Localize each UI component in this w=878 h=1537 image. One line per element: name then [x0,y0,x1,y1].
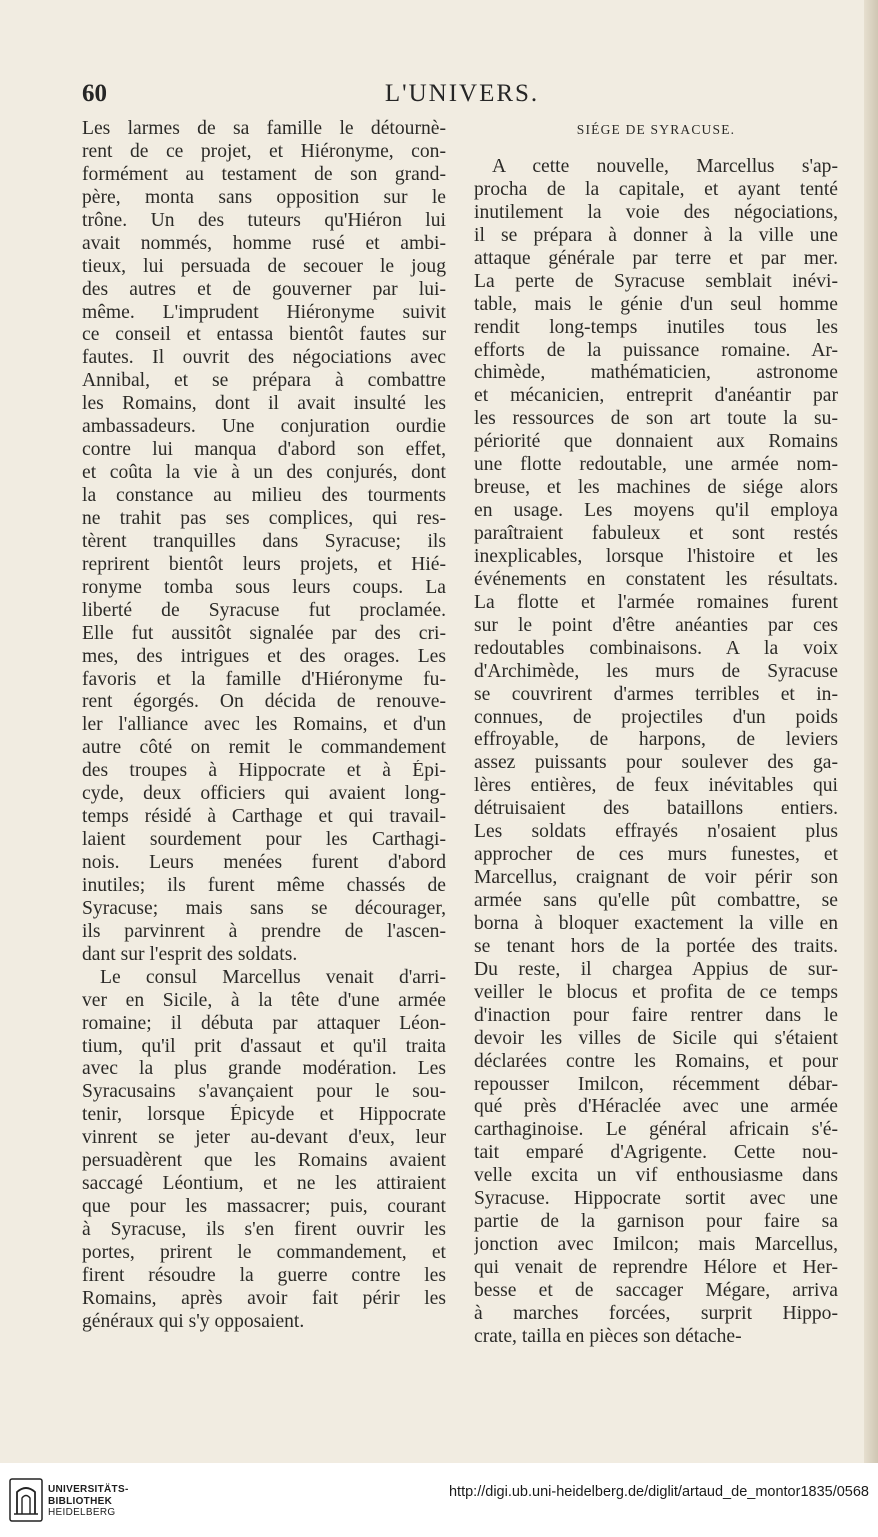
text-line: liberté de Syracuse fut proclamée. [82,599,446,621]
text-line: avait nommés, homme rusé et ambi- [82,232,446,254]
text-line: reprirent bientôt leurs projets, et Hié- [82,553,446,575]
text-line: père, monta sans opposition sur le [82,186,446,208]
text-line: La flotte et l'armée romaines furent [474,591,838,613]
text-line: ils parvinrent à prendre de l'ascen- [82,920,446,942]
text-line: avec la plus grande modération. Les [82,1058,446,1080]
text-line: les Romains, dont il avait insulté les [82,393,446,415]
text-line: lères entières, de feux inévitables qui [474,775,838,797]
source-url-link[interactable]: http://digi.ub.uni-heidelberg.de/diglit/artaud_de_montor1835/0568 [448,1484,869,1500]
text-line: autre côté on remit le commandement [82,737,446,759]
text-line: d'inaction pour faire rentrer dans le [474,1004,838,1026]
text-line: paraîtraient fabuleux et sont restés [474,523,838,544]
text-line: nois. Leurs menées furent d'abord [82,852,446,873]
page-edge [864,0,878,1463]
library-name-line: UNIVERSITÄTS- [48,1484,129,1495]
text-line: breuse, et les machines de siége alors [474,477,838,499]
text-line: ce conseil et entassa bientôt fautes sur [82,324,446,346]
text-line: A cette nouvelle, Marcellus s'ap- [492,156,838,177]
text-line: temps résidé à Carthage et qui travail- [82,806,446,828]
text-line: Syracuse; mais sans se décourager, [82,897,446,919]
text-line: Le consul Marcellus venait d'arri- [100,966,446,988]
text-line: laient sourdement pour les Carthagi- [82,829,446,851]
text-line: rent égorgés. On décida de renouve- [82,691,446,713]
text-line: effroyable, de harpons, de leviers [474,729,838,751]
text-line: ne trahit pas ses complices, qui res- [82,507,446,529]
page-number: 60 [82,80,107,107]
text-line: à Syracuse, ils s'en firent ouvrir les [82,1219,446,1240]
page-header [82,80,842,112]
running-title: L'UNIVERS. [384,80,540,107]
text-line: périorité que donnaient aux Romains [474,431,838,453]
text-line: fautes. Il ouvrit des négociations avec [82,347,446,369]
text-line: firent résoudre la guerre contre les [82,1264,446,1286]
text-line: événements en constatent les résultats. [474,568,838,590]
text-line: tium, qu'il prit d'assaut et qu'il traita [82,1035,446,1057]
library-name [48,1484,168,1519]
text-line: dant sur l'esprit des soldats. [82,943,298,965]
text-line: et coûta la vie à un des conjurés, dont [82,462,446,484]
text-line: ambassadeurs. Une conjuration ourdie [82,416,446,438]
text-line: ronyme tomba sous leurs coups. La [82,576,446,598]
text-line: repousser Imilcon, récemment débar- [474,1073,838,1095]
text-line: cyde, deux officiers qui avaient long- [82,783,446,805]
text-line: la constance au milieu des tourments [82,485,446,506]
text-line: attaque générale par terre et par mer. [474,247,838,269]
text-line: favoris et la famille d'Hiéronyme fu- [82,668,446,690]
text-line: inutilement la voie des négociations, [474,201,838,223]
text-line: détruisaient des bataillons entiers. [474,798,838,820]
text-line: rent de ce projet, et Hiéronyme, con- [82,140,446,162]
text-line: il se prépara à donner à la ville une [474,224,838,246]
text-line: sur le point d'être anéanties par ces [474,614,838,636]
text-line: rendit long-temps inutiles tous les [474,316,838,338]
text-line: des autres et de gouverner par lui- [82,278,446,300]
text-line: procha de la capitale, et ayant tenté [474,178,838,200]
text-line: Les larmes de sa famille le détournè- [82,118,446,139]
text-line: vinrent se jeter au-devant d'eux, leur [82,1127,446,1149]
text-line: en usage. Les moyens qu'il employa [474,500,838,522]
text-line: mes, des intrigues et des orages. Les [82,645,446,667]
viewer-footer [0,1463,878,1537]
text-line: une flotte redoutable, une armée nom- [474,454,838,476]
text-line: tait emparé d'Agrigente. Cette nou- [474,1142,838,1164]
text-line: velle excita un vif enthousiasme dans [474,1165,838,1187]
library-logo-icon [9,1478,43,1522]
text-line: même. L'imprudent Hiéronyme suivit [82,301,446,323]
text-line: Annibal, et se prépara à combattre [82,370,446,392]
text-line: jonction avec Imilcon; mais Marcellus, [474,1234,838,1256]
text-line: Romains, après avoir fait périr les [82,1287,446,1309]
text-line: se tenant hors de la portée des traits. [474,935,838,957]
text-line: efforts de la puissance romaine. Ar- [474,339,838,361]
text-line: Du reste, il chargea Appius de sur- [474,958,838,980]
text-line: des troupes à Hippocrate et à Épi- [82,760,446,782]
text-line: qui venait de reprendre Hélore et Her- [474,1257,838,1278]
text-line: portes, prirent le commandement, et [82,1241,446,1263]
text-line: redoutables combinaisons. A la voix [474,637,838,659]
text-line: Marcellus, craignant de voir périr son [474,867,838,889]
text-line: Les soldats effrayés n'osaient plus [474,821,838,843]
text-line: besse et de saccager Mégare, arriva [474,1279,838,1301]
text-line: Syracusains s'avançaient pour le sou- [82,1081,446,1103]
text-line: tèrent tranquilles dans Syracuse; ils [82,530,446,552]
text-line: La perte de Syracuse semblait inévi- [474,270,838,292]
text-line: partie de la garnison pour faire sa [474,1211,838,1233]
text-line: formément au testament de son grand- [82,163,446,185]
text-line: inutiles; ils furent même chassés de [82,874,446,896]
text-line: que pour les massacrer; puis, courant [82,1196,446,1218]
text-line: armée sans qu'elle pût combattre, se [474,890,838,911]
text-line: trône. Un des tuteurs qu'Hiéron lui [82,209,446,231]
text-line: chimède, mathématicien, astronome [474,362,838,384]
text-line: tenir, lorsque Épicyde et Hippocrate [82,1104,446,1126]
text-line: inexplicables, lorsque l'histoire et les [474,545,838,567]
text-line: à marches forcées, surprit Hippo- [474,1302,838,1324]
text-line: Syracuse. Hippocrate sortit avec une [474,1188,838,1210]
text-line: ver en Sicile, à la tête d'une armée [82,989,446,1011]
right-text-column [474,120,838,1349]
text-line: assez puissants pour soulever des ga- [474,752,838,774]
text-line: veiller le blocus et profita de ce temps [474,981,838,1003]
library-name-line: BIBLIOTHEK [48,1495,113,1507]
library-name-line: HEIDELBERG [48,1507,116,1518]
text-line: qué près d'Héraclée avec une armée [474,1096,838,1118]
text-line: table, mais le génie d'un seul homme [474,293,838,315]
text-line: ler l'alliance avec les Romains, et d'un [82,714,446,736]
text-line: crate, tailla en pièces son détache- [474,1325,742,1347]
text-line: persuadèrent que les Romains avaient [82,1150,446,1172]
text-line: contre lui manqua d'abord son effet, [82,439,446,461]
text-line: d'Archimède, les murs de Syracuse [474,660,838,682]
text-line: devoir les villes de Sicile qui s'étaient [474,1027,838,1049]
text-line: borna à bloquer exactement la ville en [474,912,838,934]
text-line: se couvrirent d'armes terribles et in- [474,683,838,705]
text-line: les ressources de son art toute la su- [474,408,838,430]
text-line: approcher de ces murs funestes, et [474,844,838,866]
text-line: généraux qui s'y opposaient. [82,1310,305,1332]
text-line: et mécanicien, entreprit d'anéantir par [474,385,838,407]
section-heading: SIÉGE DE SYRACUSE. [576,122,736,137]
text-line: connues, de projectiles d'un poids [474,706,838,728]
text-line: Elle fut aussitôt signalée par des cri- [82,622,446,644]
text-line: saccagé Léontium, et ne les attiraient [82,1173,446,1195]
text-line: carthaginoise. Le général africain s'é- [474,1119,838,1141]
text-line: romaine; il débuta par attaquer Léon- [82,1012,446,1034]
left-text-column [82,118,446,1334]
text-line: tieux, lui persuada de secouer le joug [82,255,446,277]
text-line: déclarées contre les Romains, et pour [474,1050,838,1072]
